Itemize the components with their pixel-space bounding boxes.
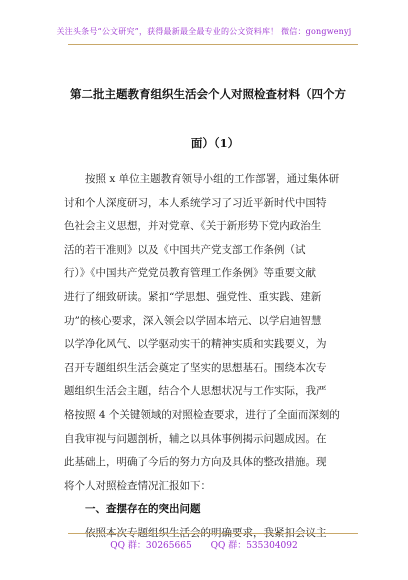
body-line: 召开专题组织生活会奠定了坚实的思想基石。围绕本次专	[64, 361, 327, 374]
document-title	[70, 70, 360, 168]
header-divider	[68, 44, 358, 45]
section-heading: 一、查摆存在的突出问题	[85, 503, 201, 516]
body-line: 将个人对照检查情况汇报如下：	[64, 479, 211, 492]
footer	[0, 538, 408, 551]
footer-qq-group-1: QQ 群：30265665	[110, 541, 192, 551]
body-line: 行）》《中国共产党党员教育管理工作条例》等重要文献	[64, 267, 316, 280]
body-line: 按照 x 单位主题教育领导小组的工作部署，通过集体研	[85, 173, 340, 185]
header-banner: 关注头条号“公文研究”，获得最新最全最专业的公文资料库！ 微信：gongwenyj	[56, 27, 352, 36]
body-line: 活的若干准则》以及《中国共产党支部工作条例（试	[64, 243, 306, 256]
footer-qq-group-2: QQ 群：535304092	[210, 541, 298, 551]
body-line: 以学净化风气、以学驱动实干的精神实质和实践要义，为	[64, 338, 327, 351]
body-line: 讨和个人深度研习，本人系统学习了习近平新时代中国特	[64, 196, 327, 209]
body-line: 格按照 4 个关键领域的对照检查要求，进行了全面而深刻的	[64, 408, 340, 421]
document-title-line-1: 第二批主题教育组织生活会个人对照检查材料（四个方	[70, 87, 346, 101]
footer-divider	[68, 533, 358, 534]
body-line: 进行了细致研读。紧扣“学思想、强党性、重实践、建新	[64, 290, 322, 303]
body-line: 自我审视与问题剖析，辅之以具体事例揭示问题成因。在	[64, 432, 327, 445]
body-line: 色社会主义思想，并对党章、《关于新形势下党内政治生	[64, 220, 322, 233]
document-body	[64, 168, 360, 546]
body-line: 依照本次专题组织生活会的明确要求，我紧扣会议主	[85, 526, 327, 539]
body-line: 此基础上，明确了今后的努力方向及具体的整改措施。现	[64, 456, 327, 469]
document-title-line-2: 面）（1）	[190, 136, 240, 150]
body-line: 功”的核心要求，深入领会以学固本培元、以学启迪智慧	[64, 314, 322, 327]
body-line: 题组织生活会主题，结合个人思想状况与工作实际，我严	[64, 385, 327, 398]
